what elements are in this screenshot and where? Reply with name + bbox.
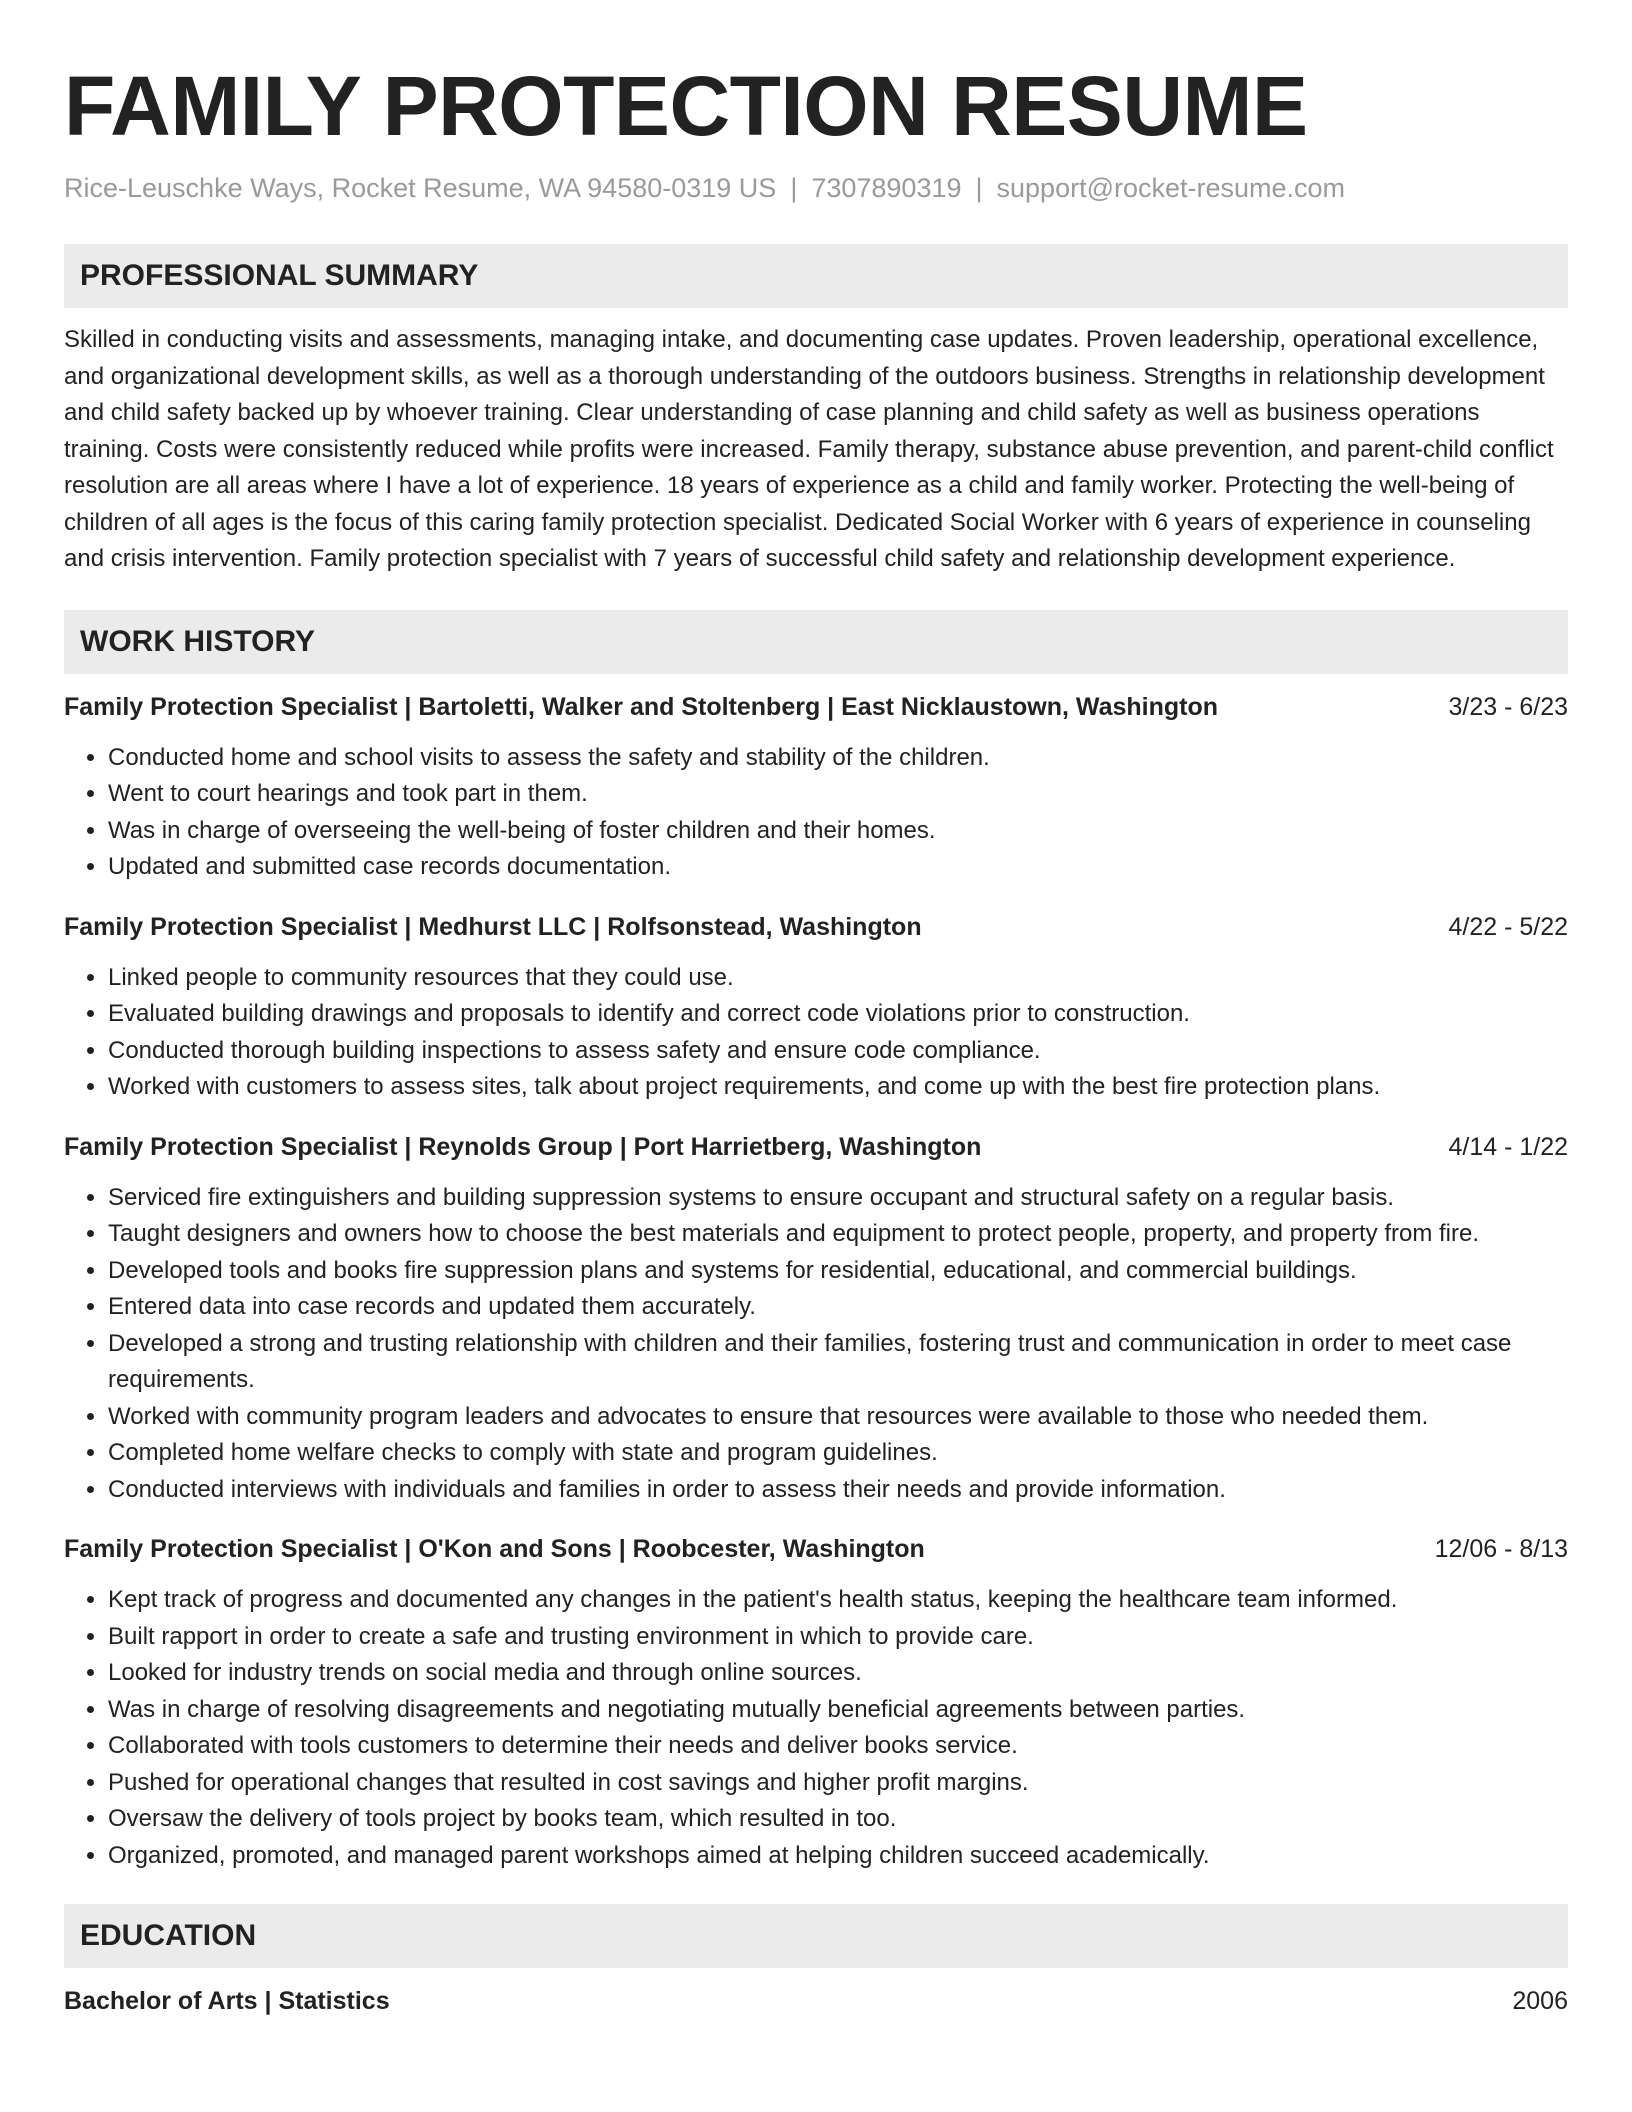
- job-dates: 3/23 - 6/23: [1448, 692, 1568, 721]
- contact-separator: |: [790, 173, 798, 203]
- job-bullet: • Worked with community program leaders and advocates to ensure that resources were available to those who needed them.: [108, 1399, 1568, 1436]
- job-header: [64, 1532, 1568, 1566]
- job-entry: [64, 690, 1568, 886]
- job-entry: [64, 1532, 1568, 1874]
- summary-text: Skilled in conducting visits and assessments, managing intake, and documenting case updates. Proven leadership, operational excellence, and organizational development skills, as well as a thorough understanding of the outdoors business. Strengths in relationship development and child safety backed up by whoever training. Clear understanding of case planning and child safety as well as business operations training. Costs were consistently reduced while profits were increased. Family therapy, substance abuse prevention, and parent-child conflict resolution are all areas where I have a lot of experience. 18 years of experience as a child and family worker. Protecting the well-being of children of all ages is the focus of this caring family protection specialist. Dedicated Social Worker with 6 years of experience in counseling and crisis intervention. Family protection specialist with 7 years of successful child safety and relationship development experience.: [64, 326, 1554, 572]
- job-bullet: • Went to court hearings and took part in them.: [108, 776, 1568, 813]
- job-bullet: • Built rapport in order to create a safe and trusting environment in which to provide care.: [108, 1619, 1568, 1656]
- education-entry: [64, 1984, 1568, 2018]
- education-degree: Bachelor of Arts | Statistics: [64, 1987, 390, 2015]
- job-bullet: • Collaborated with tools customers to determine their needs and deliver books service.: [108, 1728, 1568, 1765]
- resume-page: [64, 58, 1568, 2018]
- job-bullet: • Updated and submitted case records documentation.: [108, 849, 1568, 886]
- job-entry: [64, 1130, 1568, 1509]
- job-bullet: • Pushed for operational changes that resulted in cost savings and higher profit margins.: [108, 1765, 1568, 1802]
- contact-phone: 7307890319: [811, 173, 962, 203]
- section-header-summary: PROFESSIONAL SUMMARY: [64, 244, 1568, 308]
- job-dates: 4/22 - 5/22: [1448, 912, 1568, 941]
- job-bullet: • Was in charge of overseeing the well-being of foster children and their homes.: [108, 813, 1568, 850]
- contact-separator: |: [975, 173, 983, 203]
- job-bullet: • Oversaw the delivery of tools project by books team, which resulted in too.: [108, 1801, 1568, 1838]
- job-header: [64, 910, 1568, 944]
- job-bullets: [64, 740, 1568, 886]
- job-bullet: • Worked with customers to assess sites, talk about project requirements, and come up with the best fire protection plans.: [108, 1069, 1568, 1106]
- education-year: 2006: [1512, 1987, 1568, 2015]
- job-bullet: • Conducted home and school visits to assess the safety and stability of the children.: [108, 740, 1568, 777]
- job-bullets: [64, 1582, 1568, 1874]
- contact-address: Rice-Leuschke Ways, Rocket Resume, WA 94580-0319 US: [64, 173, 777, 203]
- work-history-section: [64, 610, 1568, 1875]
- job-bullet: • Looked for industry trends on social media and through online sources.: [108, 1655, 1568, 1692]
- job-bullet: • Developed a strong and trusting relationship with children and their families, fostering trust and communication in order to meet case requirements.: [108, 1326, 1568, 1399]
- job-title: Family Protection Specialist | Bartoletti, Walker and Stoltenberg | East Nicklaustown, Washington: [64, 692, 1219, 721]
- job-title: Family Protection Specialist | Medhurst LLC | Rolfsonstead, Washington: [64, 912, 922, 941]
- job-bullet: • Serviced fire extinguishers and building suppression systems to ensure occupant and structural safety on a regular basis.: [108, 1180, 1568, 1217]
- resume-title: FAMILY PROTECTION RESUME: [64, 59, 1308, 153]
- job-header: [64, 690, 1568, 724]
- job-title: Family Protection Specialist | O'Kon and Sons | Roobcester, Washington: [64, 1535, 925, 1563]
- job-bullet: • Linked people to community resources that they could use.: [108, 960, 1568, 997]
- section-header-education: EDUCATION: [64, 1904, 1568, 1968]
- job-dates: 12/06 - 8/13: [1434, 1535, 1568, 1563]
- summary-section: [64, 244, 1568, 578]
- job-bullet: • Developed tools and books fire suppression plans and systems for residential, educational, and commercial buildings.: [108, 1253, 1568, 1290]
- education-section: [64, 1904, 1568, 2018]
- job-bullet: • Organized, promoted, and managed parent workshops aimed at helping children succeed academically.: [108, 1838, 1568, 1875]
- job-bullets: [64, 1180, 1568, 1509]
- section-header-work-history: WORK HISTORY: [64, 610, 1568, 674]
- job-bullet: • Was in charge of resolving disagreements and negotiating mutually beneficial agreements between parties.: [108, 1692, 1568, 1729]
- job-bullet: • Conducted thorough building inspections to assess safety and ensure code compliance.: [108, 1033, 1568, 1070]
- job-bullets: [64, 960, 1568, 1106]
- job-bullet: • Completed home welfare checks to comply with state and program guidelines.: [108, 1435, 1568, 1472]
- job-title: Family Protection Specialist | Reynolds Group | Port Harrietberg, Washington: [64, 1132, 982, 1161]
- job-bullet: • Evaluated building drawings and proposals to identify and correct code violations prior to construction.: [108, 996, 1568, 1033]
- job-dates: 4/14 - 1/22: [1448, 1132, 1568, 1161]
- job-bullet: • Kept track of progress and documented any changes in the patient's health status, keeping the healthcare team informed.: [108, 1582, 1568, 1619]
- contact-line: [64, 170, 1568, 206]
- job-bullet: • Taught designers and owners how to choose the best materials and equipment to protect people, property, and property from fire.: [108, 1216, 1568, 1253]
- job-bullet: • Conducted interviews with individuals and families in order to assess their needs and provide information.: [108, 1472, 1568, 1509]
- contact-email: support@rocket-resume.com: [996, 173, 1346, 203]
- job-header: [64, 1130, 1568, 1164]
- job-bullet: • Entered data into case records and updated them accurately.: [108, 1289, 1568, 1326]
- job-entry: [64, 910, 1568, 1106]
